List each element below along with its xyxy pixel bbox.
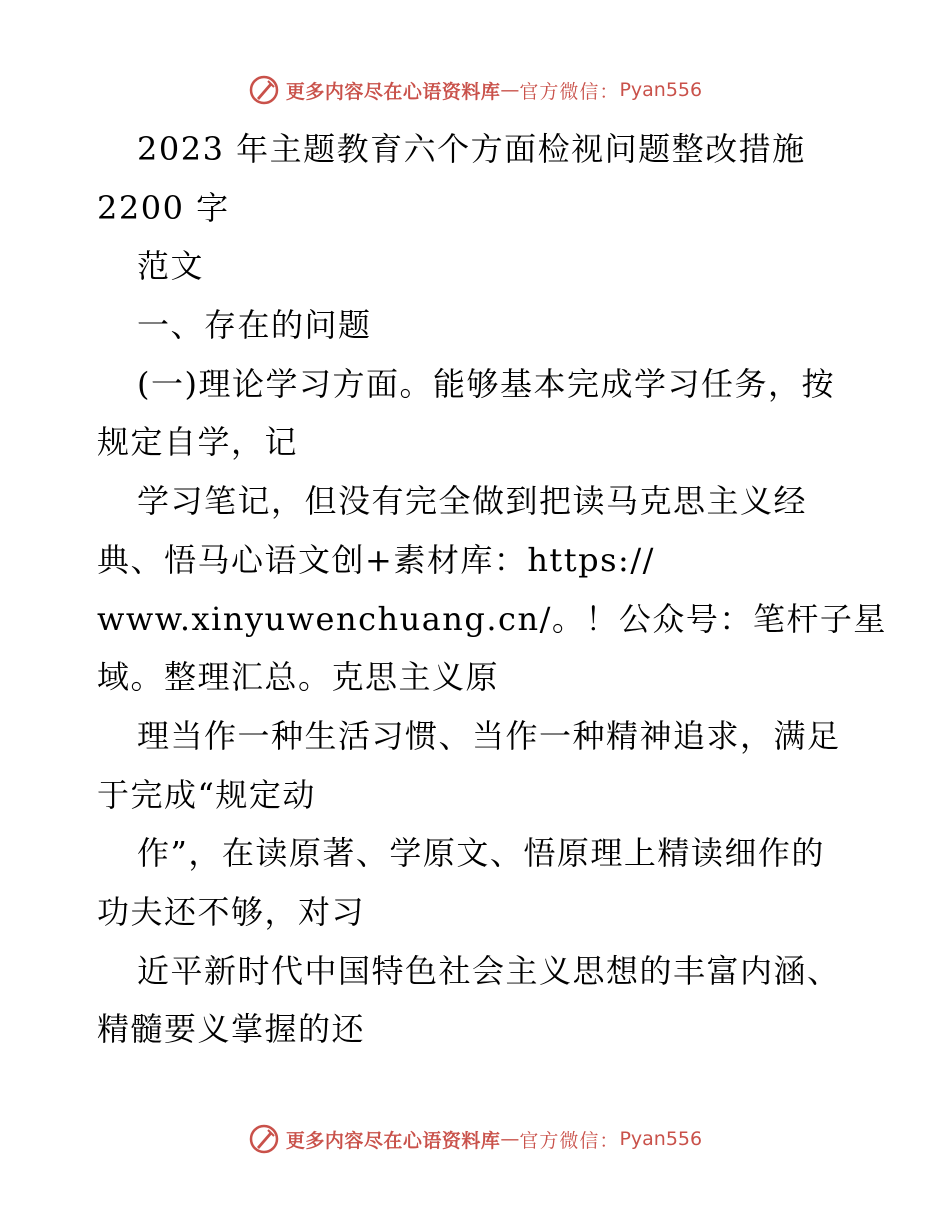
quill-pen-circle-icon	[248, 1123, 280, 1155]
paragraph-line: 作”，在读原著、学原文、悟原理上精读细作的	[137, 834, 825, 873]
quill-pen-circle-icon	[248, 74, 280, 106]
paragraph-line: 典、悟马心语文创+素材库：https://	[97, 540, 655, 579]
section-heading: 一、存在的问题	[137, 306, 372, 345]
banner-wechat-id: Pyan556	[619, 79, 703, 101]
footer-watermark-banner	[0, 1119, 950, 1159]
document-body	[97, 120, 887, 1059]
paragraph-line: 于完成“规定动	[97, 775, 316, 814]
banner-wechat-label: 官方微信：	[519, 1129, 620, 1152]
paragraph-line: (一)理论学习方面。能够基本完成学习任务，按	[137, 364, 835, 403]
doc-title-line-1: 2023 年主题教育六个方面检视问题整改措施	[137, 130, 806, 168]
paragraph-line: 理当作一种生活习惯、当作一种精神追求，满足	[137, 716, 841, 755]
paragraph-line: 学习笔记，但没有完全做到把读马克思主义经	[137, 482, 808, 521]
banner-wechat-id: Pyan556	[619, 1128, 703, 1150]
paragraph-line: 规定自学，记	[97, 423, 299, 462]
banner-main-text: 更多内容尽在心语资料库	[285, 80, 501, 103]
paragraph-line: www.xinyuwenchuang.cn/。！公众号：笔杆子星	[97, 599, 887, 638]
doc-title-line-2: 2200 字	[97, 188, 230, 227]
paragraph-line: 精髓要义掌握的还	[97, 1010, 366, 1049]
banner-dash: —	[500, 79, 520, 101]
banner-main-text: 更多内容尽在心语资料库	[285, 1129, 501, 1152]
banner-dash: —	[500, 1128, 520, 1150]
paragraph-line: 近平新时代中国特色社会主义思想的丰富内涵、	[137, 951, 841, 990]
paragraph-line: 功夫还不够，对习	[97, 892, 366, 931]
header-watermark-banner	[0, 70, 950, 110]
banner-wechat-label: 官方微信：	[519, 80, 620, 103]
doc-subtitle: 范文	[137, 247, 205, 286]
paragraph-line: 域。整理汇总。克思主义原	[97, 658, 500, 697]
